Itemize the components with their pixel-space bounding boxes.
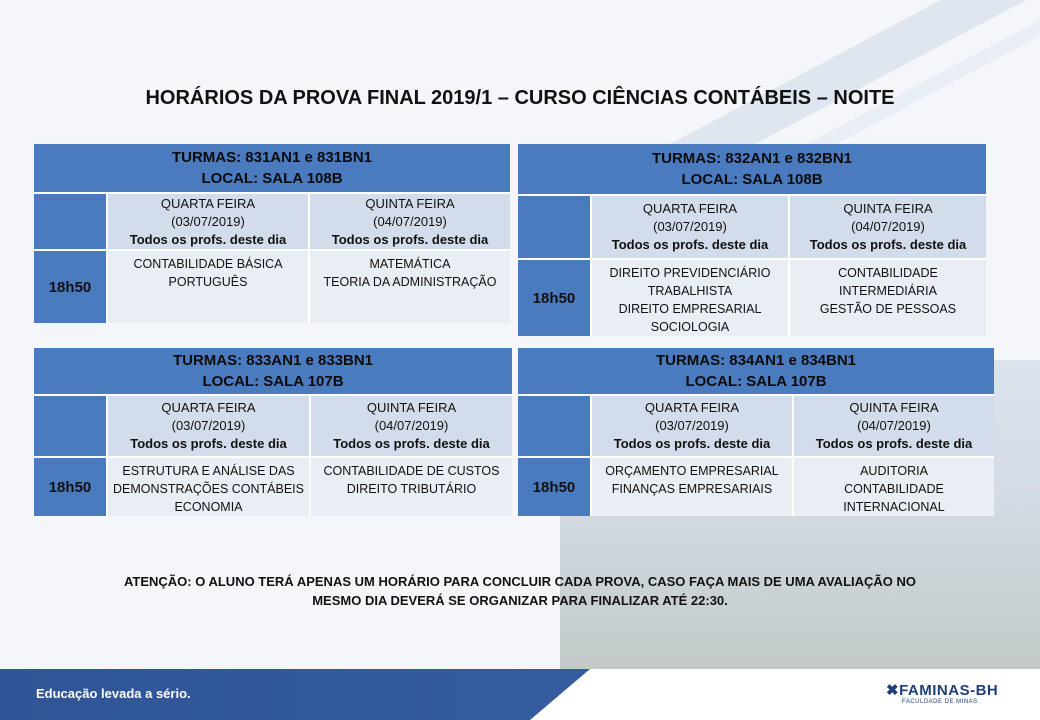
day-note: Todos os profs. deste dia: [129, 231, 287, 247]
subjects-wednesday: [108, 458, 309, 516]
time-cell: 18h50: [34, 458, 106, 516]
day-date: (04/07/2019): [373, 213, 447, 229]
turmas-label: TURMAS: 834AN1 e 834BN1: [655, 352, 857, 369]
day-name: QUARTA FEIRA: [161, 400, 256, 415]
turmas-label: TURMAS: 831AN1 e 831BN1: [171, 149, 373, 166]
table-header: [518, 348, 994, 394]
day-header-thursday: [790, 196, 986, 258]
table-header: [34, 348, 512, 394]
subject: SOCIOLOGIA: [650, 320, 730, 334]
subject: INTERMEDIÁRIA: [839, 284, 937, 298]
day-note: Todos os profs. deste dia: [331, 231, 489, 247]
table-header: [518, 144, 986, 194]
day-header-thursday: [794, 396, 994, 456]
day-name: QUARTA FEIRA: [644, 400, 740, 415]
day-header-wednesday: [108, 396, 309, 456]
day-header-wednesday: [108, 194, 308, 249]
footer-slogan: Educação levada a sério.: [36, 686, 191, 701]
subject: MATEMÁTICA: [369, 257, 451, 271]
table-header: [34, 144, 510, 192]
day-date: (03/07/2019): [171, 213, 245, 229]
time-cell: 18h50: [34, 251, 106, 323]
subjects-thursday: [794, 458, 994, 516]
page-title: HORÁRIOS DA PROVA FINAL 2019/1 – CURSO CIÊNCIAS CONTÁBEIS – NOITE: [145, 87, 895, 109]
local-label: LOCAL: SALA 107B: [685, 373, 827, 390]
time-cell: 18h50: [518, 260, 590, 336]
schedule-table-831: [34, 144, 510, 323]
day-note: Todos os profs. deste dia: [815, 436, 973, 451]
time-cell: 18h50: [518, 458, 590, 516]
subject: CONTABILIDADE: [844, 482, 944, 496]
day-header-thursday: [311, 396, 512, 456]
subject: TRABALHISTA: [647, 284, 733, 298]
faminas-logo: ✖FAMINAS-BH: [886, 682, 999, 699]
schedule-table-833: [34, 348, 512, 516]
day-header-wednesday: [592, 396, 792, 456]
day-note: Todos os profs. deste dia: [613, 436, 771, 451]
notice-line-2: MESMO DIA DEVERÁ SE ORGANIZAR PARA FINALIZAR ATÉ 22:30.: [312, 593, 728, 608]
subject: CONTABILIDADE: [838, 266, 938, 280]
subject: FINANÇAS EMPRESARIAIS: [611, 482, 773, 496]
subject: AUDITORIA: [860, 464, 928, 478]
schedule-table-834: [518, 348, 994, 516]
subject: CONTABILIDADE DE CUSTOS: [323, 464, 500, 478]
day-name: QUINTA FEIRA: [849, 400, 939, 415]
day-date: (04/07/2019): [851, 219, 925, 234]
subject: DIREITO PREVIDENCIÁRIO: [609, 266, 771, 280]
subject: PORTUGUÊS: [168, 275, 248, 289]
day-name: QUARTA FEIRA: [642, 201, 738, 216]
time-header-cell: [518, 196, 590, 258]
day-date: (03/07/2019): [655, 418, 729, 433]
day-date: (04/07/2019): [374, 418, 449, 433]
subject: CONTABILIDADE BÁSICA: [133, 257, 283, 271]
subject: ORÇAMENTO EMPRESARIAL: [605, 464, 779, 478]
day-note: Todos os profs. deste dia: [809, 237, 967, 252]
day-name: QUINTA FEIRA: [843, 201, 933, 216]
day-name: QUINTA FEIRA: [365, 195, 455, 211]
day-note: Todos os profs. deste dia: [333, 436, 490, 451]
subjects-thursday: [311, 458, 512, 516]
subject: DEMONSTRAÇÕES CONTÁBEIS: [113, 482, 304, 496]
day-date: (03/07/2019): [653, 219, 727, 234]
subjects-wednesday: [592, 458, 792, 516]
local-label: LOCAL: SALA 108B: [681, 171, 823, 188]
local-label: LOCAL: SALA 107B: [202, 373, 344, 390]
subject: GESTÃO DE PESSOAS: [819, 302, 957, 316]
subjects-thursday: [310, 251, 510, 323]
day-header-thursday: [310, 194, 510, 249]
faminas-logo-subtitle: FACULDADE DE MINAS: [902, 699, 978, 705]
day-name: QUARTA FEIRA: [160, 195, 256, 211]
time-header-cell: [34, 396, 106, 456]
day-note: Todos os profs. deste dia: [130, 436, 287, 451]
subjects-wednesday: [108, 251, 308, 323]
turmas-label: TURMAS: 832AN1 e 832BN1: [651, 150, 853, 167]
time-header-cell: [518, 396, 590, 456]
subject: INTERNACIONAL: [843, 500, 945, 514]
schedule-table-832: [518, 144, 986, 336]
day-date: (04/07/2019): [857, 418, 931, 433]
attention-notice: [40, 572, 1000, 610]
day-name: QUINTA FEIRA: [366, 400, 457, 415]
subjects-wednesday: [592, 260, 788, 336]
turmas-label: TURMAS: 833AN1 e 833BN1: [172, 352, 374, 369]
day-date: (03/07/2019): [171, 418, 246, 433]
time-header-cell: [34, 194, 106, 249]
notice-line-1: ATENÇÃO: O ALUNO TERÁ APENAS UM HORÁRIO PARA CONCLUIR CADA PROVA, CASO FAÇA MAIS DE UMA AVALIAÇÃO NO: [123, 574, 917, 589]
subject: ECONOMIA: [174, 500, 243, 514]
subject: DIREITO EMPRESARIAL: [618, 302, 762, 316]
subject: ESTRUTURA E ANÁLISE DAS: [122, 464, 295, 478]
subject: DIREITO TRIBUTÁRIO: [346, 482, 477, 496]
day-note: Todos os profs. deste dia: [611, 237, 769, 252]
local-label: LOCAL: SALA 108B: [201, 170, 343, 187]
day-header-wednesday: [592, 196, 788, 258]
subject: TEORIA DA ADMINISTRAÇÃO: [323, 275, 497, 289]
subjects-thursday: [790, 260, 986, 336]
